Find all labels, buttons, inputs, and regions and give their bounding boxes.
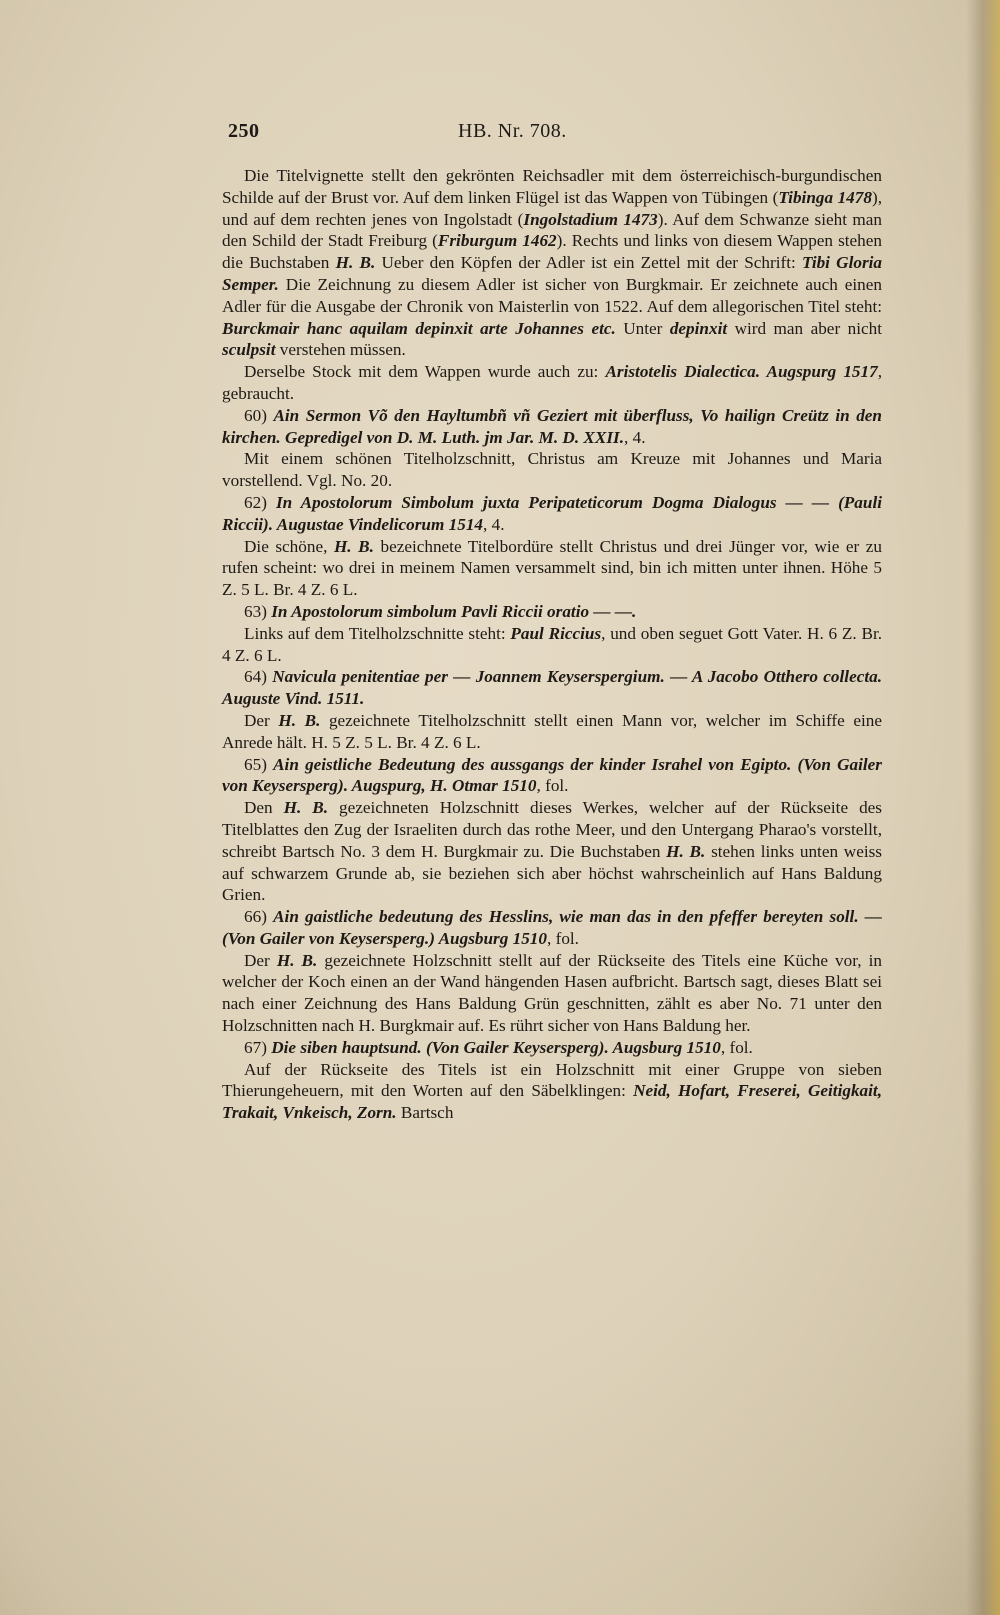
- paragraph-text: Unter: [615, 318, 670, 338]
- paragraph-text: 64): [244, 667, 273, 687]
- paragraph-text: stehen links unten weiss auf schwarzem Grunde ab, sie beziehen sich aber höchst wahrscheinlich auf Hans Baldung Grien.: [222, 841, 882, 905]
- paragraph-text: , und oben seguet Gott Vater. H. 6 Z. Br. 4 Z. 6 L.: [222, 623, 883, 665]
- paragraph-text: 65): [244, 754, 274, 774]
- paragraph-text: wird man aber nicht: [727, 318, 882, 338]
- paragraph-text: Auf der Rückseite des Titels ist ein Holzschnitt mit einer Gruppe von sieben Thierungeheuern, mit den Worten auf den Säbelklingen:: [222, 1059, 882, 1101]
- body-paragraph: [222, 361, 882, 405]
- paragraph-text: ). Rechts und links von diesem Wappen stehen die Buchstaben: [222, 231, 882, 273]
- catalog-entry: [222, 666, 882, 710]
- italic-title-text: Neid, Hofart, Freserei, Geitigkait, Trakait, Vnkeisch, Zorn.: [222, 1081, 882, 1123]
- paragraph-text: bezeichnete Titelbordüre stellt Christus und drei Jünger vor, wie er zu rufen scheint: wo drei in meinem Namen versammelt sind, bin ich mitten unter ihnen. Höhe 5 Z. 5 L. Br. 4 Z. 6 L.: [222, 536, 882, 600]
- body-paragraph: [222, 165, 882, 361]
- paragraph-text: 60): [244, 405, 274, 425]
- body-paragraph: [222, 448, 882, 492]
- paragraph-text: Der: [244, 950, 277, 970]
- paragraph-text: Die schöne,: [244, 536, 334, 556]
- catalog-entry: [222, 492, 882, 536]
- italic-title-text: Ain Sermon Võ den Hayltumbñ vñ Geziert mit überfluss, Vo hailign Creütz in den kirchen. Gepredigel von D. M. Luth. jm Jar. M. D. XXII.: [222, 405, 882, 447]
- italic-title-text: Burckmair hanc aquilam depinxit arte Johannes etc.: [222, 318, 616, 338]
- catalog-entry: [222, 906, 882, 950]
- italic-title-text: Tibi Gloria Semper.: [222, 253, 883, 294]
- paragraph-text: Derselbe Stock mit dem Wappen wurde auch zu:: [244, 362, 606, 382]
- paragraph-text: , fol.: [536, 776, 569, 796]
- italic-title-text: In Apostolorum Simbolum juxta Peripateticorum Dogma Dialogus — — (Pauli Riccii). Augustae Vindelicorum 1514: [222, 492, 882, 534]
- italic-title-text: H. B.: [666, 841, 706, 861]
- page-body: [222, 165, 882, 1124]
- italic-title-text: Ingolstadium 1473: [523, 209, 658, 229]
- paragraph-text: Ueber den Köpfen der Adler ist ein Zettel mit der Schrift:: [375, 253, 802, 273]
- paragraph-text: 63): [244, 601, 272, 621]
- paragraph-text: Bartsch: [396, 1103, 454, 1123]
- paragraph-text: ). Auf dem Schwanze sieht man den Schild der Stadt Freiburg (: [222, 209, 883, 251]
- italic-title-text: Ain gaistliche bedeutung des Hesslins, wie man das in den pfeffer bereyten soll. — (Von Gailer von Keysersperg.) Augsburg 1510: [222, 907, 882, 948]
- body-paragraph: [222, 950, 882, 1037]
- catalog-entry: [222, 405, 882, 449]
- italic-title-text: Tibinga 1478: [778, 187, 872, 207]
- page-number: 250: [228, 120, 260, 142]
- catalog-entry: [222, 754, 882, 798]
- paragraph-text: , fol.: [547, 928, 579, 948]
- italic-title-text: H. B.: [278, 710, 321, 730]
- italic-title-text: Friburgum 1462: [437, 231, 557, 251]
- body-paragraph: [222, 623, 882, 667]
- italic-title-text: sculpsit: [222, 340, 276, 360]
- page-header: [228, 120, 888, 150]
- paragraph-text: , 4.: [483, 514, 505, 534]
- italic-title-text: Aristotelis Dialectica. Augspurg 1517: [605, 362, 878, 382]
- paragraph-text: 67): [244, 1037, 272, 1057]
- paragraph-text: Den: [244, 798, 284, 818]
- italic-title-text: H. B.: [283, 798, 329, 818]
- paragraph-text: , 4.: [624, 427, 646, 447]
- italic-title-text: Die siben hauptsund. (Von Gailer Keysersperg). Augsburg 1510: [271, 1037, 721, 1057]
- italic-title-text: Ain geistliche Bedeutung des aussgangs der kinder Israhel von Egipto. (Von Gailer von Keysersperg). Augspurg, H. Otmar 1510: [222, 754, 882, 796]
- paragraph-text: Mit einem schönen Titelholzschnitt, Christus am Kreuze mit Johannes und Maria vorstellend. Vgl. No. 20.: [222, 449, 882, 491]
- body-paragraph: [222, 536, 882, 601]
- paragraph-text: Links auf dem Titelholzschnitte steht:: [244, 623, 511, 643]
- paragraph-text: , gebraucht.: [222, 362, 882, 403]
- body-paragraph: [222, 797, 882, 906]
- italic-title-text: H. B.: [276, 950, 318, 970]
- catalog-entry: [222, 1037, 882, 1059]
- catalog-entry: [222, 601, 882, 623]
- paragraph-text: Die Titelvignette stellt den gekrönten Reichsadler mit dem österreichisch-burgundischen Schilde auf der Brust vor. Auf dem linken Flügel ist das Wappen von Tübingen (: [222, 166, 882, 207]
- paragraph-text: gezeichneten Holzschnitt dieses Werkes, welcher auf der Rückseite des Titelblattes den Zug der Israeliten durch das rothe Meer, und den Untergang Pharao's vorstellt, schreibt Bartsch No. 3 dem H. Burgkmair zu. Die Buchstaben: [222, 798, 882, 861]
- italic-title-text: Navicula penitentiae per — Joannem Keyserspergium. — A Jacobo Otthero collecta. Auguste Vind. 1511.: [222, 667, 882, 709]
- paragraph-text: gezeichnete Holzschnitt stellt auf der Rückseite des Titels eine Küche vor, in welcher der Koch einen an der Wand hängenden Hasen aufbricht. Bartsch sagt, dieses Blatt sei nach einer Zeichnung des Hans Baldung Grün geschnitten, zählt es aber No. 71 unter den Holzschnitten nach H. Burgkmair auf. Es rührt sicher von Hans Baldung her.: [222, 950, 882, 1036]
- italic-title-text: In Apostolorum simbolum Pavli Riccii oratio — —.: [271, 601, 637, 621]
- italic-title-text: depinxit: [669, 318, 728, 338]
- paragraph-text: Der: [244, 710, 279, 730]
- body-paragraph: [222, 710, 882, 754]
- running-title: HB. Nr. 708.: [458, 120, 567, 142]
- body-paragraph: [222, 1059, 882, 1124]
- paragraph-text: gezeichnete Titelholzschnitt stellt einen Mann vor, welcher im Schiffe eine Anrede hält. H. 5 Z. 5 L. Br. 4 Z. 6 L.: [222, 710, 882, 752]
- paragraph-text: ), und auf dem rechten jenes von Ingolstadt (: [222, 187, 882, 229]
- italic-title-text: H. B.: [335, 253, 376, 273]
- italic-title-text: H. B.: [333, 536, 374, 556]
- page-spine-shadow: [966, 0, 1000, 1615]
- paragraph-text: verstehen müssen.: [275, 340, 406, 360]
- paragraph-text: Die Zeichnung zu diesem Adler ist sicher von Burgkmair. Er zeichnete auch einen Adler für die Ausgabe der Chronik von Maisterlin von 1522. Auf dem allegorischen Titel steht:: [222, 274, 882, 316]
- paragraph-text: 62): [244, 492, 276, 512]
- italic-title-text: Paul Riccius: [510, 623, 602, 643]
- paragraph-text: , fol.: [720, 1037, 753, 1057]
- paragraph-text: 66): [244, 907, 274, 927]
